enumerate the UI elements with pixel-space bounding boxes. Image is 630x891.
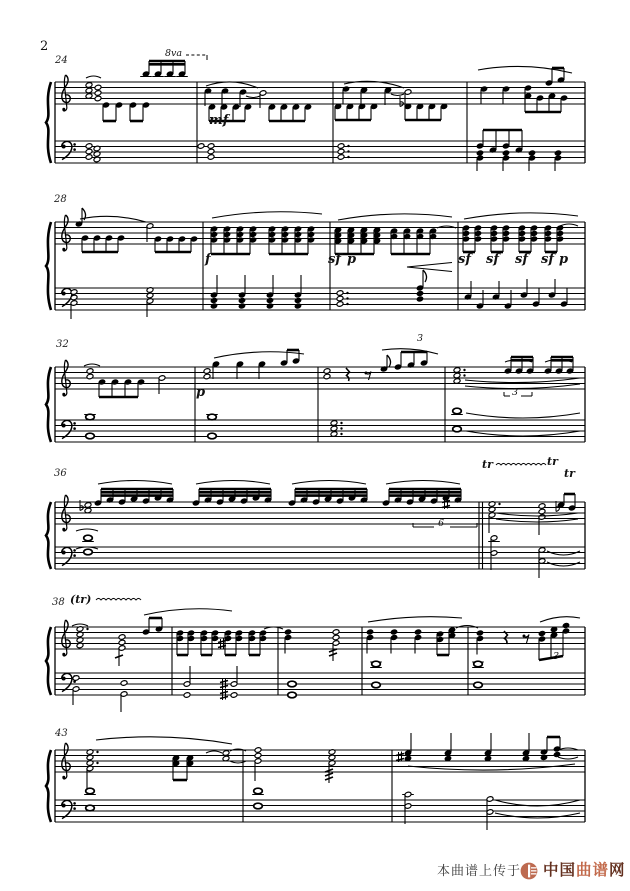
- footer-upload-note: 本曲谱上传于: [437, 864, 522, 879]
- dynamic-marking: sf: [486, 252, 499, 267]
- site-name: [543, 863, 626, 879]
- measure-number: 38: [52, 597, 65, 608]
- trill-marking: (tr): [70, 593, 92, 606]
- tuplet-number: 3: [553, 651, 560, 662]
- tuplet-number: 6: [438, 518, 445, 529]
- trill-marking: tr: [482, 458, 493, 471]
- measure-number: 28: [54, 194, 67, 205]
- dynamic-marking: mf: [209, 113, 229, 128]
- trill-marking: tr: [547, 455, 558, 468]
- dynamic-marking: sf: [541, 252, 554, 267]
- dynamic-marking: f: [205, 252, 211, 267]
- dynamic-marking: p: [196, 385, 206, 400]
- dynamic-marking: sf: [458, 252, 471, 267]
- tuplet-number: 3: [417, 333, 424, 344]
- site-name-part-dark: 中国: [543, 861, 577, 879]
- measure-number: 43: [55, 728, 68, 739]
- measure-number: 32: [56, 339, 69, 350]
- dynamic-marking: sf: [515, 252, 528, 267]
- tuplet-number: 3: [512, 387, 519, 398]
- trill-marking: tr: [564, 467, 575, 480]
- site-name-part-dark2: 网: [609, 861, 626, 879]
- dynamic-marking: sf: [328, 252, 341, 267]
- measure-number: 24: [55, 55, 68, 66]
- dynamic-marking: p: [559, 252, 569, 267]
- octave-marking: 8va: [165, 48, 183, 59]
- site-name-part-light: 曲谱: [576, 861, 610, 879]
- measure-number: 36: [54, 468, 67, 479]
- dynamic-marking: p: [347, 252, 357, 267]
- site-logo-icon: [519, 861, 539, 881]
- page-number: 2: [40, 39, 49, 54]
